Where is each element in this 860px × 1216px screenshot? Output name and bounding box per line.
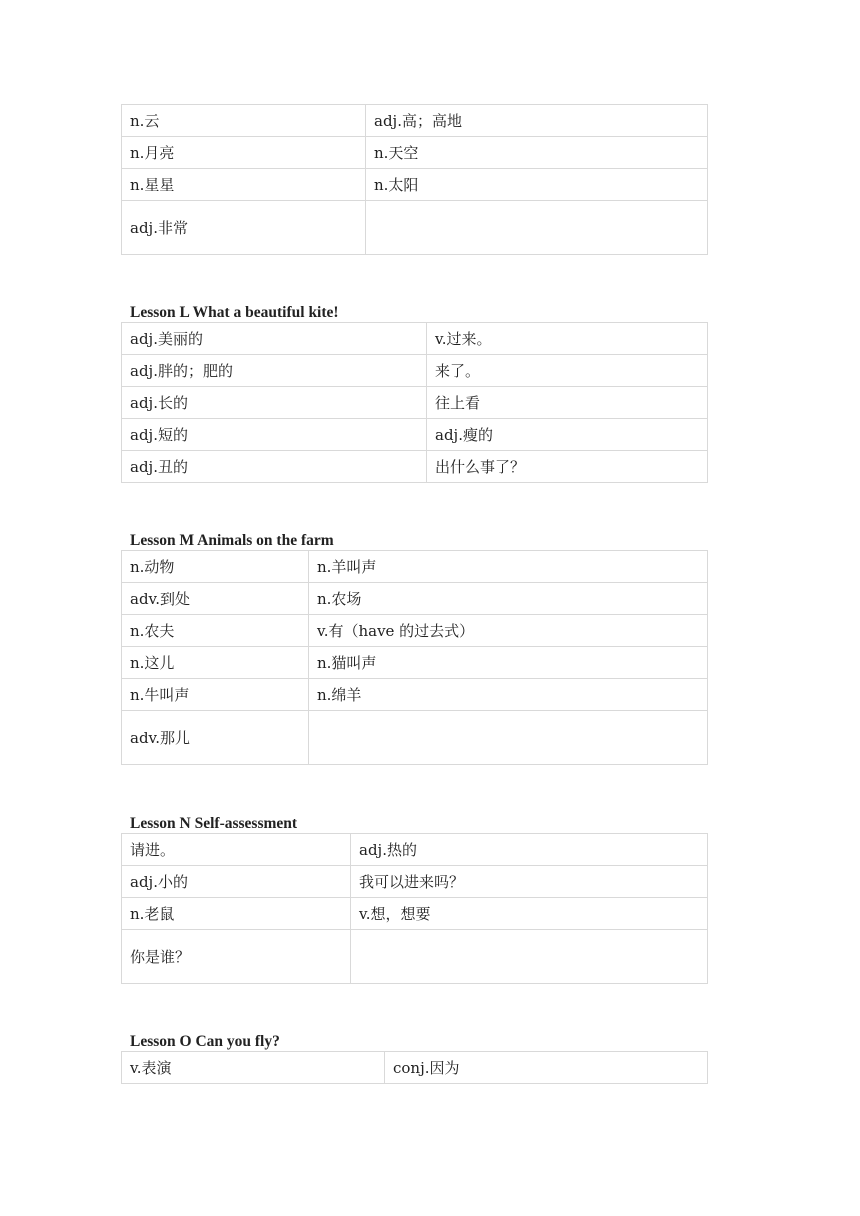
vocab-table (121, 322, 708, 483)
table-cell: adj.瘦的 (427, 419, 708, 451)
table-row (122, 647, 708, 679)
table-cell: adj.丑的 (122, 451, 427, 483)
table-cell: v.过来。 (427, 323, 708, 355)
table-cell: n.农夫 (122, 615, 309, 647)
lesson-heading: Lesson N Self-assessment (130, 815, 298, 832)
table-cell: adj.高；高地 (366, 105, 708, 137)
table-row (122, 355, 708, 387)
table-cell: adj.热的 (351, 834, 708, 866)
vocab-table (121, 550, 708, 765)
table-cell: n.动物 (122, 551, 309, 583)
table-cell: 你是谁？ (122, 930, 351, 984)
vocab-table (121, 1051, 708, 1084)
table-row (122, 866, 708, 898)
table-row (122, 711, 708, 765)
table-cell: v.有（have 的过去式） (309, 615, 708, 647)
table-row (122, 169, 708, 201)
table-cell: n.牛叫声 (122, 679, 309, 711)
table-row (122, 583, 708, 615)
table-cell: n.太阳 (366, 169, 708, 201)
lesson-heading: Lesson M Animals on the farm (130, 532, 334, 549)
table-cell: n.云 (122, 105, 366, 137)
table-cell: 出什么事了？ (427, 451, 708, 483)
table-cell: n.星星 (122, 169, 366, 201)
table-row (122, 930, 708, 984)
table-cell: 我可以进来吗？ (351, 866, 708, 898)
vocab-table (121, 833, 708, 984)
table-row (122, 551, 708, 583)
table-row (122, 679, 708, 711)
table-cell (309, 711, 708, 765)
table-cell: n.天空 (366, 137, 708, 169)
vocab-section-1 (121, 104, 708, 255)
table-cell: n.这儿 (122, 647, 309, 679)
table-row (122, 615, 708, 647)
table-row (122, 387, 708, 419)
table-cell: adj.长的 (122, 387, 427, 419)
table-cell: v.表演 (122, 1052, 385, 1084)
table-row (122, 201, 708, 255)
table-cell: adj.胖的；肥的 (122, 355, 427, 387)
table-cell: conj.因为 (385, 1052, 708, 1084)
table-row (122, 105, 708, 137)
vocab-section-lesson-l (121, 303, 708, 483)
table-cell: adj.短的 (122, 419, 427, 451)
lesson-heading: Lesson O Can you fly? (130, 1033, 280, 1050)
vocab-section-lesson-o (121, 1032, 708, 1084)
table-row (122, 834, 708, 866)
table-cell: n.农场 (309, 583, 708, 615)
table-row (122, 323, 708, 355)
table-cell: n.猫叫声 (309, 647, 708, 679)
vocab-section-lesson-n (121, 814, 708, 984)
table-cell: 请进。 (122, 834, 351, 866)
table-cell: adv.那儿 (122, 711, 309, 765)
table-row (122, 419, 708, 451)
table-cell: n.羊叫声 (309, 551, 708, 583)
lesson-heading: Lesson L What a beautiful kite! (130, 304, 339, 321)
table-cell: v.想，想要 (351, 898, 708, 930)
table-cell: n.老鼠 (122, 898, 351, 930)
table-cell: adj.非常 (122, 201, 366, 255)
vocab-section-lesson-m (121, 531, 708, 765)
vocab-table (121, 104, 708, 255)
table-cell: adj.美丽的 (122, 323, 427, 355)
table-cell: adj.小的 (122, 866, 351, 898)
table-cell (351, 930, 708, 984)
table-row (122, 898, 708, 930)
table-row (122, 451, 708, 483)
table-cell: n.月亮 (122, 137, 366, 169)
table-cell: 来了。 (427, 355, 708, 387)
table-cell (366, 201, 708, 255)
table-cell: 往上看 (427, 387, 708, 419)
table-cell: n.绵羊 (309, 679, 708, 711)
table-row (122, 137, 708, 169)
table-cell: adv.到处 (122, 583, 309, 615)
table-row (122, 1052, 708, 1084)
